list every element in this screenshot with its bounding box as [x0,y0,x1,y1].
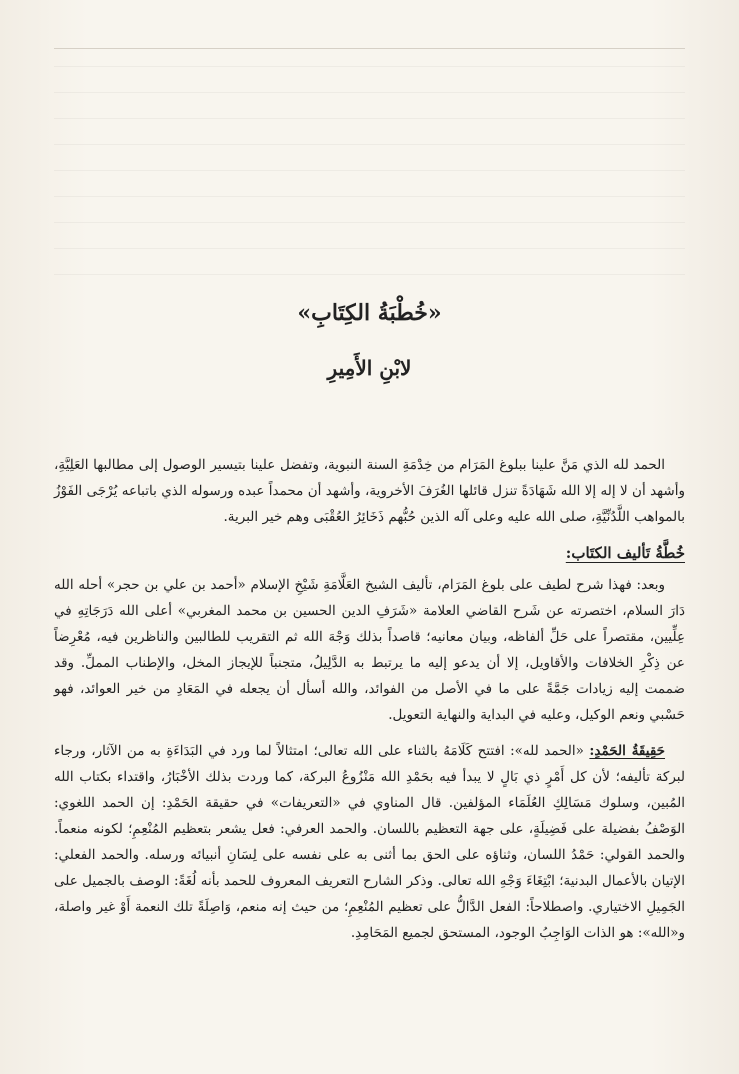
title-block [0,300,739,380]
hamd-paragraph: «الحمد لله»: افتتح كَلَامَهُ بالثناء على الله تعالى؛ امتثالاً لما ورد في البَدَاءَةِ به من الآثار، ورجاء لبركة تأليفه؛ لأن كل أَمْرٍ ذي بَالٍ لا يبدأ فيه بحَمْدِ الله مَنْزُوعُ البركة، كما وردت بذلك الأخْبَارُ، واقتداء بكتاب الله المُبين، وسلوك مَسَالِكِ العُلَمَاء المؤلفين. قال المناوي في «التعريفات» في حقيقة الحَمْدِ: إن الحمد اللغوي: الوَصْفُ بفضيلة على فَضِيلَةٍ، على جهة التعظيم باللسان. والحمد العرفي: فعل يشعر بتعظيم المُنْعِمِ؛ لكونه منعماً. والحمد القولي: حَمْدُ اللسان، وثناؤه على الحق بما أثنى به على نفسه على لِسَانِ أنبيائه ورسله. والحمد الفعلي: الإتيان بالأعمال البدنية؛ ابْتِغَاءَ وَجْهِ الله تعالى. وذكر الشارح التعريف المعروف للحمد بأنه لُغَةً: الوصف بالجميل على الجَمِيلِ الاختياري. واصطلاحاً: الفعل الدَّالُّ على تعظيم المُنْعِمِ؛ من حيث إنه منعم، وَاصِلَةً تلك النعمة أَوْ غير واصلة، و«الله»: هو الذات الوَاجِبُ الوجود، المستحق لجميع المَحَامِدِ. [54,743,685,941]
main-title: «خُطْبَةُ الكِتَابِ» [297,300,442,326]
show-through-text [54,48,685,298]
section-paragraph: وبعد: فهذا شرح لطيف على بلوغ المَرَام، تأليف الشيخ العَلَّامَةِ شَيْخِ الإسلام «أحمد بن علي بن حجر» أحله الله دَارَ السلام، اختصرته عن شَرح القاضي العلامة «شَرَفِ الدين الحسين بن محمد المغربي» أعلى الله دَرَجَاتِهِ في عِلِّيين، مقتصراً على حَلِّ ألفاظه، وبيان معانيه؛ قاصداً بذلك وَجْهَ الله ثم التقريب للطالبين والناظرين فيه، مُعْرِضاً عن ذِكْرِ الخلافات والأقاويل، إلا أن يدعو إليه ما يرتبط به الدَّلِيلُ، متجنباً للإيجاز المخل، والإطناب المملِّ. وقد ضممت إليه زيادات جَمَّةً على ما في الأصل من الفوائد، والله أسأل أن يجعله في المَعَادِ من خير العوائد، فهو حَسْبي ونعم الوكيل، وعليه في البداية والنهاية التعويل. [54,577,685,723]
intro-paragraph: الحمد لله الذي مَنَّ علينا ببلوغ المَرَام من خِدْمَةِ السنة النبوية، وتفضل علينا بتيسير الوصول إلى مطالبها العَلِيَّةِ، وأشهد أن لا إله إلا الله شَهَادَةً تنزل قائلها الغُرَفَ الأخروية، وأشهد أن محمداً عبده ورسوله الذي باتباعه يُرْجَى الفَوْزُ بالمواهب اللَّدُنِّيَّةِ، صلى الله عليه وعلى آله الذين حُبُّهم ذَخَائِرُ العُقْبَى وهم خير البرية. [54,457,685,525]
section-heading: خُطَّةُ تَأليف الكتَاب: [565,544,685,562]
hamd-paragraph-wrapper [54,738,685,946]
body-text [54,452,685,956]
sub-title: لابْنِ الأَمِيرِ [327,356,412,380]
hamd-lead: حَقِيقَةُ الحَمْدِ: [589,743,666,759]
